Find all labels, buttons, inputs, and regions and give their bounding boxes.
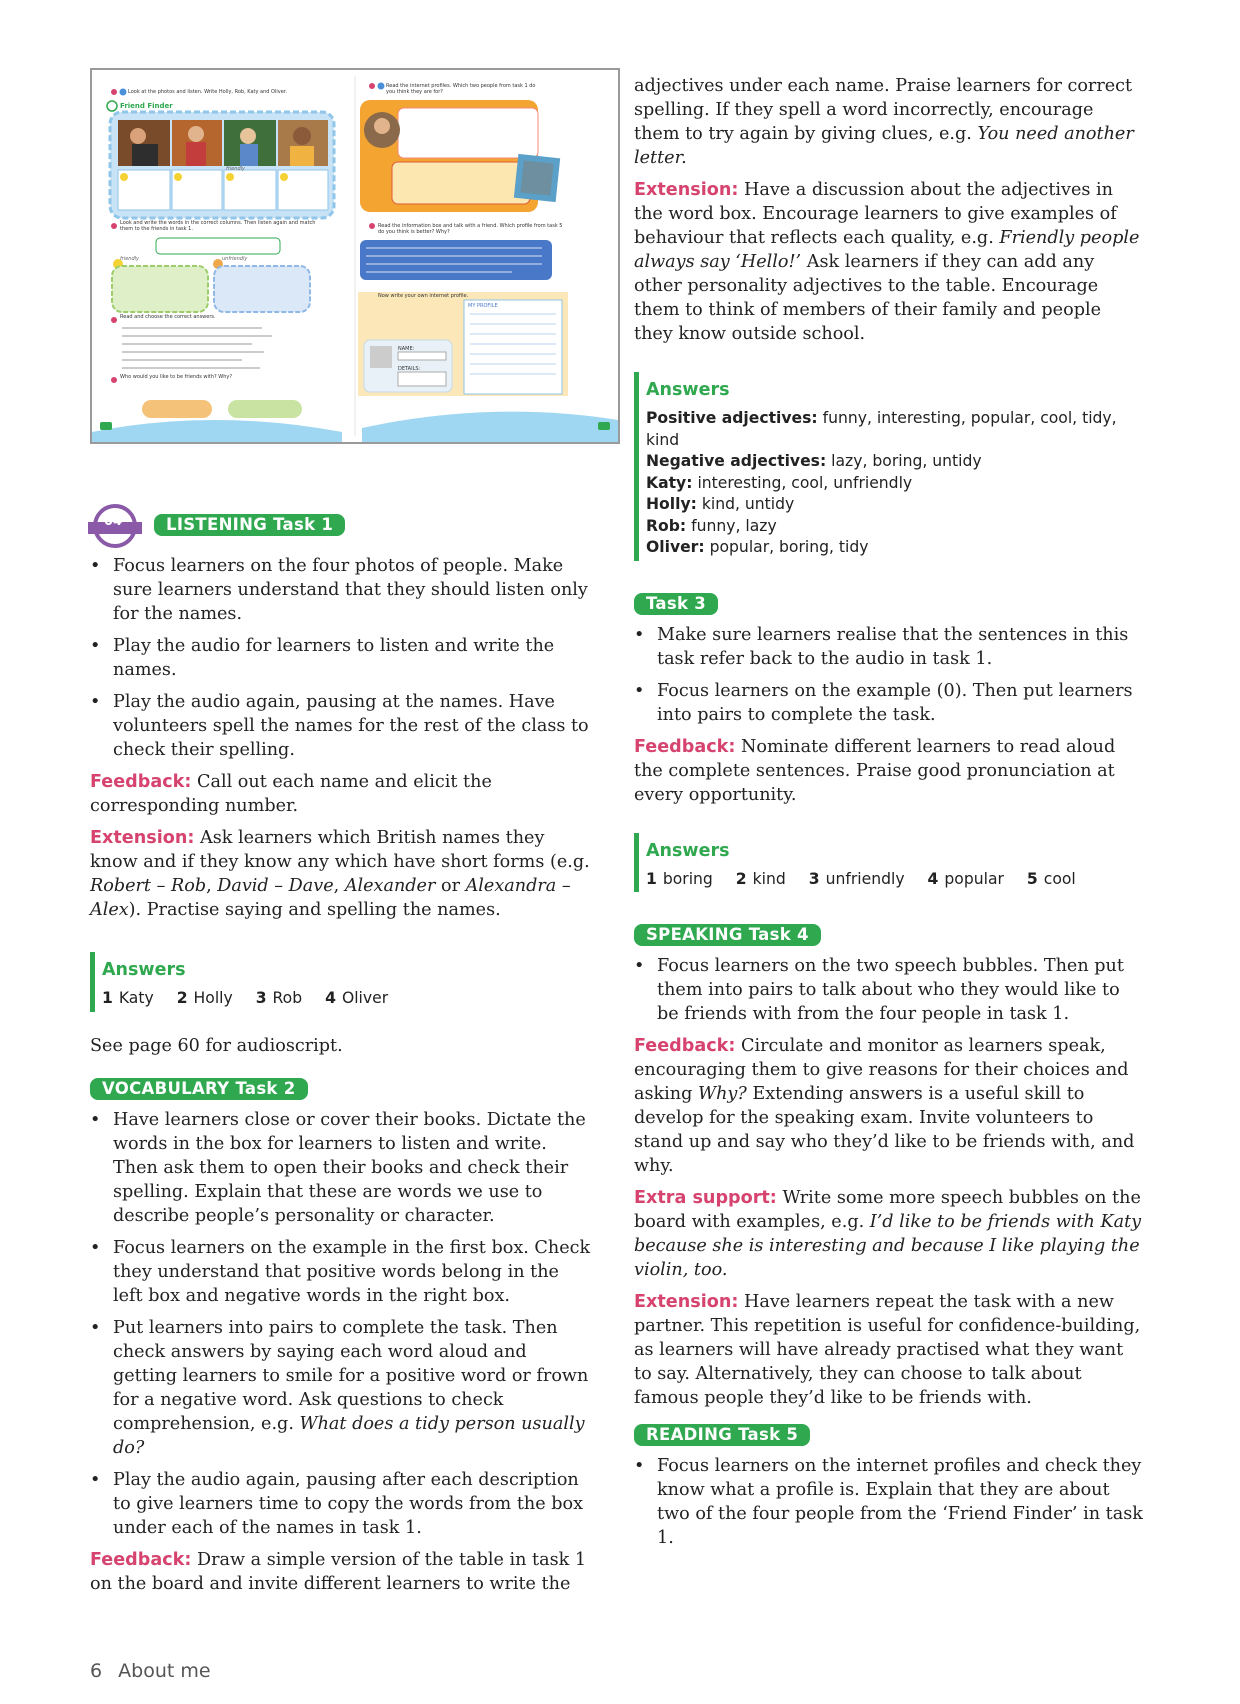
task3-bullet: • Focus learners on the example (0). Then put learners into pairs to complete the task. xyxy=(634,679,1144,727)
thumb-friendly-example: friendly xyxy=(226,166,245,172)
vocabulary-bullet xyxy=(90,1316,594,1460)
vocabulary-extension xyxy=(634,178,1144,346)
task3-bullet: • Make sure learners realise that the sentences in this task refer back to the audio in task 1. xyxy=(634,623,1144,671)
answers-heading: Answers xyxy=(646,840,730,861)
answers-heading: Answers xyxy=(646,380,730,400)
listening-bullet: • Play the audio for learners to listen and write the names. xyxy=(90,634,594,682)
speaking-pill xyxy=(634,924,821,946)
vocabulary-answers-box xyxy=(634,372,1144,561)
thumb-task6-instruction: Read the information box and talk with a friend. Which profile from task 5 do you think is better? Why? xyxy=(378,223,563,235)
vocabulary-bullet: • Focus learners on the example in the first box. Check they understand that positive words belong in the left box and negative words in the right box. xyxy=(90,1236,594,1308)
speaking-label: SPEAKING xyxy=(646,925,743,944)
extension-text: Ask learners if they can add any other personality adjectives to the table. Encourage them to think of members of their family and people they know outside school. xyxy=(634,252,1101,344)
thumb-my-profile-label: MY PROFILE xyxy=(468,303,498,309)
thumb-task7-instruction: Now write your own internet profile. xyxy=(378,293,469,299)
thumb-task5-instruction: Read the internet profiles. Which two people from task 1 do you think they are for? xyxy=(386,83,536,95)
extension-example: Robert – Rob xyxy=(90,876,207,896)
answer-number: 4 xyxy=(927,869,939,888)
vocabulary-bullet: • Play the audio again, pausing after each description to give learners time to copy the words from the box under each of the names in task 1. xyxy=(90,1468,594,1540)
listening-bullet: • Play the audio again, pausing at the names. Have volunteers spell the names for the rest of the class to check their spelling. xyxy=(90,690,594,762)
reading-pill xyxy=(634,1424,810,1446)
reading-bullets xyxy=(634,1454,1144,1550)
answer-value: interesting, cool, unfriendly xyxy=(697,473,913,492)
extension-example: Alexander xyxy=(344,876,436,896)
section-title: About me xyxy=(118,1660,211,1682)
extension-text: Ask learners which British names they know and if they know any which have short forms (e.g. xyxy=(90,828,590,872)
answer-text: Oliver xyxy=(341,989,389,1007)
answer-label: Negative adjectives: xyxy=(646,452,827,470)
page-footer xyxy=(90,1660,211,1682)
feedback-text: Nominate different learners to read aloud the complete sentences. Praise good pronunciation at every opportunity. xyxy=(634,736,1116,805)
answers-row xyxy=(102,988,594,1010)
answer-label: Katy: xyxy=(646,473,693,492)
answer-text: Rob xyxy=(272,989,303,1007)
feedback-text: Circulate and monitor as learners speak, encouraging them to give reasons for their choices and asking xyxy=(634,1036,1129,1104)
extension-label: Extension: xyxy=(90,828,195,848)
extension-text: Have learners repeat the task with a new partner. This repetition is useful for confidence-building, as learners will have already practised what they want to say. Alternatively, they can choose to talk about famous people they’d like to be friends with. xyxy=(634,1292,1141,1408)
vocabulary-pill xyxy=(90,1078,308,1100)
speaking-extension xyxy=(634,1290,1144,1410)
reading-task: Task 5 xyxy=(738,1425,799,1444)
answer-text: kind xyxy=(752,869,786,888)
speaking-feedback xyxy=(634,1034,1144,1178)
answer-number: 1 xyxy=(102,989,113,1007)
reading-label: READING xyxy=(646,1425,733,1444)
task3-pill: Task 3 xyxy=(634,593,718,615)
listening-bullets xyxy=(90,554,594,762)
answers-row xyxy=(646,869,1144,891)
reading-bullet: • Focus learners on the internet profiles and check they know what a profile is. Explain that they are about two of the four people from the ‘Friend Finder’ in task 1. xyxy=(634,1454,1144,1550)
continued-example: You need another letter. xyxy=(634,124,1134,168)
answer-number: 3 xyxy=(808,869,820,888)
answer-row xyxy=(646,494,1144,516)
answers-heading: Answers xyxy=(102,960,186,980)
answer-row xyxy=(646,516,1144,538)
feedback-label: Feedback: xyxy=(634,736,736,757)
answer-text: popular xyxy=(944,869,1004,888)
vocabulary-feedback-continued xyxy=(634,74,1144,170)
answer-label: Rob: xyxy=(646,516,687,535)
thumb-name-label: NAME: xyxy=(398,346,415,352)
answer-value: funny, interesting, popular, cool, tidy, kind xyxy=(646,409,1117,449)
answer-row xyxy=(646,473,1144,495)
thumb-unfriendly-box-label: unfriendly xyxy=(222,256,248,262)
extra-support-text: Write some more speech bubbles on the board with examples, e.g. xyxy=(634,1188,1141,1232)
extra-support-example: I’d like to be friends with Katy because she is interesting and because I like playing the violin, too. xyxy=(634,1212,1142,1280)
answer-text: cool xyxy=(1043,869,1076,888)
speaking-bullets xyxy=(634,954,1144,1026)
listening-heading xyxy=(90,516,594,546)
right-column xyxy=(634,74,1144,1558)
audioscript-note: See page 60 for audioscript. xyxy=(90,1035,343,1056)
thumb-friendly-box-label: friendly xyxy=(120,256,139,262)
listening-feedback xyxy=(90,770,594,818)
speaking-bullet: • Focus learners on the two speech bubbles. Then put them into pairs to talk about who they would like to be friends with from the four people in task 1. xyxy=(634,954,1144,1026)
listening-task: Task 1 xyxy=(273,515,334,534)
answer-label: Positive adjectives: xyxy=(646,409,818,427)
track-number: 04 xyxy=(104,514,123,529)
thumb-task2-instruction: Look and write the words in the correct columns. Then listen again and match them to the friends in task 1. xyxy=(120,220,316,232)
answer-row xyxy=(646,537,1144,559)
continued-text: adjectives under each name. Praise learners for correct spelling. If they spell a word incorrectly, encourage them to try again by giving clues, e.g. xyxy=(634,76,1133,144)
thumb-task4-question: Who would you like to be friends with? Why? xyxy=(120,374,233,380)
feedback-example: Why? xyxy=(698,1084,747,1104)
feedback-text: Call out each name and elicit the corresponding number. xyxy=(90,772,492,816)
vocabulary-task: Task 2 xyxy=(235,1078,296,1098)
extension-example: David – Dave xyxy=(217,876,334,896)
listening-extension: Extension: Ask learners which British names they know and if they know any which have short forms (e.g. Robert – Rob, David – Dave, Alexander or Alexandra – Alex). Practise saying and spelling the names. xyxy=(90,828,590,920)
answer-number: 3 xyxy=(255,989,267,1007)
left-column xyxy=(90,516,594,1596)
answer-text: Holly xyxy=(193,989,233,1007)
bullet-example: What does a tidy person usually do? xyxy=(113,1413,585,1458)
extra-support-label: Extra support: xyxy=(634,1188,777,1208)
answer-text: unfriendly xyxy=(825,869,905,888)
coursebook-page-thumbnail xyxy=(90,68,620,444)
speaking-task: Task 4 xyxy=(748,925,809,944)
feedback-label: Feedback: xyxy=(90,772,192,792)
answer-value: funny, lazy xyxy=(691,516,777,535)
vocabulary-label: VOCABULARY xyxy=(102,1078,230,1098)
task3-heading xyxy=(634,593,1144,615)
listening-pill xyxy=(154,514,345,536)
feedback-text: Draw a simple version of the table in task 1 on the board and invite different learners to write the xyxy=(90,1549,587,1594)
extension-example: Friendly people always say ‘Hello!’ xyxy=(634,228,1140,272)
extension-label: Extension: xyxy=(634,180,739,200)
answer-number: 4 xyxy=(325,989,336,1007)
feedback-label: Feedback: xyxy=(90,1549,192,1570)
answer-label: Holly: xyxy=(646,495,697,513)
answer-text: Katy xyxy=(118,989,154,1007)
answer-text: boring xyxy=(662,869,713,888)
vocabulary-heading xyxy=(90,1078,594,1100)
answer-number: 5 xyxy=(1026,869,1038,888)
vocabulary-bullets xyxy=(90,1108,594,1540)
listening-answers-box xyxy=(90,952,594,1012)
answer-number: 1 xyxy=(646,869,657,888)
feedback-text: Extending answers is a useful skill to develop for the speaking exam. Invite volunteers to stand up and say who they’d like to be friends with, and why. xyxy=(634,1084,1135,1176)
thumb-details-label: DETAILS: xyxy=(398,366,421,372)
listening-label: LISTENING xyxy=(166,515,268,534)
answer-number: 2 xyxy=(735,869,747,888)
vocabulary-bullet: • Have learners close or cover their books. Dictate the words in the box for learners to listen and write. Then ask them to open their books and check their spelling. Explain that these are words we use to describe people’s personality or character. xyxy=(90,1108,594,1228)
task3-feedback xyxy=(634,735,1144,807)
answer-value: kind, untidy xyxy=(701,495,795,513)
thumb-task1-instruction: Look at the photos and listen. Write Holly, Rob, Katy and Oliver. xyxy=(128,89,287,95)
answer-row xyxy=(646,408,1144,451)
extension-text: ). Practise saying and spelling the names. xyxy=(128,900,501,920)
answer-label: Oliver: xyxy=(646,538,705,556)
thumbnail-illustration xyxy=(92,70,618,442)
thumb-task3-instruction: Read and choose the correct answers. xyxy=(120,314,216,320)
task3-bullets xyxy=(634,623,1144,727)
page-number: 6 xyxy=(90,1660,103,1682)
answer-number: 2 xyxy=(176,989,188,1007)
reading-heading xyxy=(634,1424,1144,1446)
task3-answers-box xyxy=(634,833,1144,893)
vocabulary-feedback xyxy=(90,1548,594,1596)
extension-example: Alexandra – Alex xyxy=(90,876,571,920)
answer-row xyxy=(646,451,1144,473)
extension-label: Extension: xyxy=(634,1292,739,1312)
bullet-text: Put learners into pairs to complete the task. Then check answers by saying each word aloud and getting learners to smile for a positive word or frown for a negative word. Ask questions to check comprehension, e.g. xyxy=(113,1317,589,1434)
thumb-friend-finder-title: Friend Finder xyxy=(120,102,173,110)
listening-bullet: • Focus learners on the four photos of people. Make sure learners understand that they should listen only for the names. xyxy=(90,554,594,626)
feedback-label: Feedback: xyxy=(634,1036,736,1056)
extension-text: Have a discussion about the adjectives in the word box. Encourage learners to give examples of behaviour that reflects each quality, e.g. xyxy=(634,180,1117,248)
answer-value: popular, boring, tidy xyxy=(709,538,869,556)
answer-value: lazy, boring, untidy xyxy=(831,452,982,470)
speaking-extra-support xyxy=(634,1186,1144,1282)
extension-or: or xyxy=(440,876,460,896)
speaking-heading xyxy=(634,924,1144,946)
